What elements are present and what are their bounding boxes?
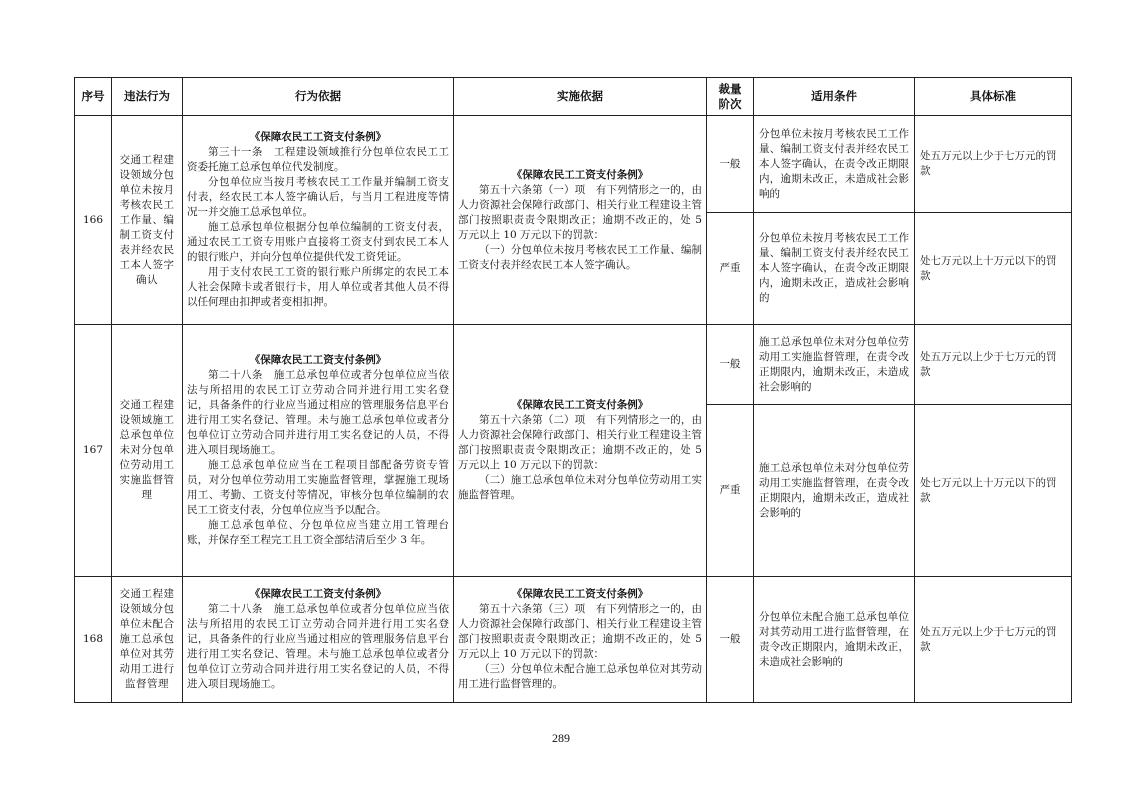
basis-paragraph: 用于支付农民工工资的银行账户所绑定的农民工本人社会保障卡或者银行卡，用人单位或者其他人员不得以任何理由扣押或者变相扣押。 — [187, 266, 449, 308]
applicable-condition: 分包单位未配合施工总承包单位对其劳动用工进行监督管理，在责令改正期限内，逾期未改正，未造成社会影响的 — [754, 577, 915, 703]
applicable-condition: 分包单位未按月考核农民工工作量、编制工资支付表并经农民工本人签字确认，在责令改正期限内，逾期未改正，未造成社会影响的 — [754, 116, 915, 213]
row-number: 166 — [75, 116, 112, 325]
impl-law-title: 《保障农民工工资支付条例》 — [511, 168, 649, 181]
penalty-discretion-table — [74, 77, 1072, 703]
table-row — [75, 577, 1072, 703]
legal-basis — [183, 577, 454, 703]
penalty-standard: 处五万元以上少于七万元的罚款 — [915, 577, 1072, 703]
legal-basis — [183, 325, 454, 577]
implementation-basis — [454, 325, 707, 577]
impl-paragraph: 第五十六条第（一）项 有下列情形之一的，由人力资源社会保障行政部门、相关行业工程建设主管部门按照职责责令限期改正；逾期不改正的，处 5 万元以上 10 万元以下的罚款： — [458, 183, 702, 241]
penalty-standard: 处七万元以上十万元以下的罚款 — [915, 213, 1072, 325]
header-no: 序号 — [75, 78, 112, 116]
violation-act: 交通工程建设领域分包单位未配合施工总承包单位对其劳动用工进行监督管理 — [112, 577, 183, 703]
impl-paragraph: （三）分包单位未配合施工总承包单位对其劳动用工进行监督管理的。 — [458, 663, 702, 690]
basis-paragraph: 第三十一条 工程建设领域推行分包单位农民工工资委托施工总承包单位代发制度。 — [187, 146, 449, 173]
impl-paragraph: （二）施工总承包单位未对分包单位劳动用工实施监督管理。 — [458, 474, 702, 501]
impl-paragraph: 第五十六条第（三）项 有下列情形之一的，由人力资源社会保障行政部门、相关行业工程建设主管部门按照职责责令限期改正；逾期不改正的，处 5 万元以上 10 万元以下的罚款： — [458, 603, 702, 660]
discretion-level: 严重 — [707, 213, 754, 325]
header-impl: 实施依据 — [454, 78, 707, 116]
violation-act: 交通工程建设领域分包单位未按月考核农民工工作量、编制工资支付表并经农民工本人签字确认 — [112, 116, 183, 325]
applicable-condition: 施工总承包单位未对分包单位劳动用工实施监督管理，在责令改正期限内，逾期未改正，未造成社会影响的 — [754, 325, 915, 405]
impl-law-title: 《保障农民工工资支付条例》 — [511, 399, 649, 411]
row-number: 167 — [75, 325, 112, 577]
impl-paragraph: 第五十六条第（二）项 有下列情形之一的，由人力资源社会保障行政部门、相关行业工程建设主管部门按照职责责令限期改正；逾期不改正的，处 5 万元以上 10 万元以下的罚款： — [458, 414, 702, 471]
applicable-condition: 施工总承包单位未对分包单位劳动用工实施监督管理，在责令改正期限内，逾期未改正，造成社会影响的 — [754, 405, 915, 577]
basis-paragraph: 施工总承包单位、分包单位应当建立用工管理台账，并保存至工程完工且工资全部结清后至少 3 年。 — [187, 519, 449, 546]
header-std: 具体标准 — [915, 78, 1072, 116]
row-number: 168 — [75, 577, 112, 703]
discretion-level: 一般 — [707, 325, 754, 405]
basis-paragraph: 施工总承包单位应当在工程项目部配备劳资专管员，对分包单位劳动用工实施监督管理，掌握施工现场用工、考勤、工资支付等情况，审核分包单位编制的农民工工资支付表，分包单位应当予以配合。 — [187, 459, 449, 516]
basis-paragraph: 分包单位应当按月考核农民工工作量并编制工资支付表，经农民工本人签字确认后，与当月工程进度等情况一并交施工总承包单位。 — [187, 176, 449, 218]
penalty-standard: 处七万元以上十万元以下的罚款 — [915, 405, 1072, 577]
header-cond: 适用条件 — [754, 78, 915, 116]
impl-paragraph: （一）分包单位未按月考核农民工工作量、编制工资支付表并经农民工本人签字确认。 — [458, 243, 702, 271]
page-number: 289 — [552, 731, 570, 745]
header-level: 裁量阶次 — [707, 78, 754, 116]
discretion-level: 严重 — [707, 405, 754, 577]
impl-law-title: 《保障农民工工资支付条例》 — [511, 588, 649, 600]
basis-law-title: 《保障农民工工资支付条例》 — [249, 131, 387, 143]
basis-law-title: 《保障农民工工资支付条例》 — [249, 354, 387, 366]
basis-paragraph: 施工总承包单位根据分包单位编制的工资支付表，通过农民工工资专用账户直接将工资支付到农民工本人的银行账户，并向分包单位提供代发工资凭证。 — [187, 221, 449, 263]
applicable-condition: 分包单位未按月考核农民工工作量、编制工资支付表并经农民工本人签字确认，在责令改正期限内，逾期未改正，造成社会影响的 — [754, 213, 915, 325]
legal-basis — [183, 116, 454, 325]
implementation-basis — [454, 116, 707, 325]
violation-act: 交通工程建设领域施工总承包单位未对分包单位劳动用工实施监督管理 — [112, 325, 183, 577]
implementation-basis — [454, 577, 707, 703]
discretion-level: 一般 — [707, 577, 754, 703]
penalty-standard: 处五万元以上少于七万元的罚款 — [915, 116, 1072, 213]
table-row — [75, 325, 1072, 405]
discretion-level: 一般 — [707, 116, 754, 213]
basis-paragraph: 第二十八条 施工总承包单位或者分包单位应当依法与所招用的农民工订立劳动合同并进行用工实名登记，具备条件的行业应当通过相应的管理服务信息平台进行用工实名登记、管理。未与施工总承包单位或者分包单位订立劳动合同并进行用工实名登记的人员，不得进入项目现场施工。 — [187, 603, 449, 690]
header-row — [75, 78, 1072, 116]
basis-law-title: 《保障农民工工资支付条例》 — [249, 588, 387, 600]
header-act: 违法行为 — [112, 78, 183, 116]
header-basis: 行为依据 — [183, 78, 454, 116]
basis-paragraph: 第二十八条 施工总承包单位或者分包单位应当依法与所招用的农民工订立劳动合同并进行用工实名登记，具备条件的行业应当通过相应的管理服务信息平台进行用工实名登记、管理。未与施工总承包单位或者分包单位订立劳动合同并进行用工实名登记的人员，不得进入项目现场施工。 — [187, 369, 449, 456]
penalty-standard: 处五万元以上少于七万元的罚款 — [915, 325, 1072, 405]
table-row — [75, 116, 1072, 213]
